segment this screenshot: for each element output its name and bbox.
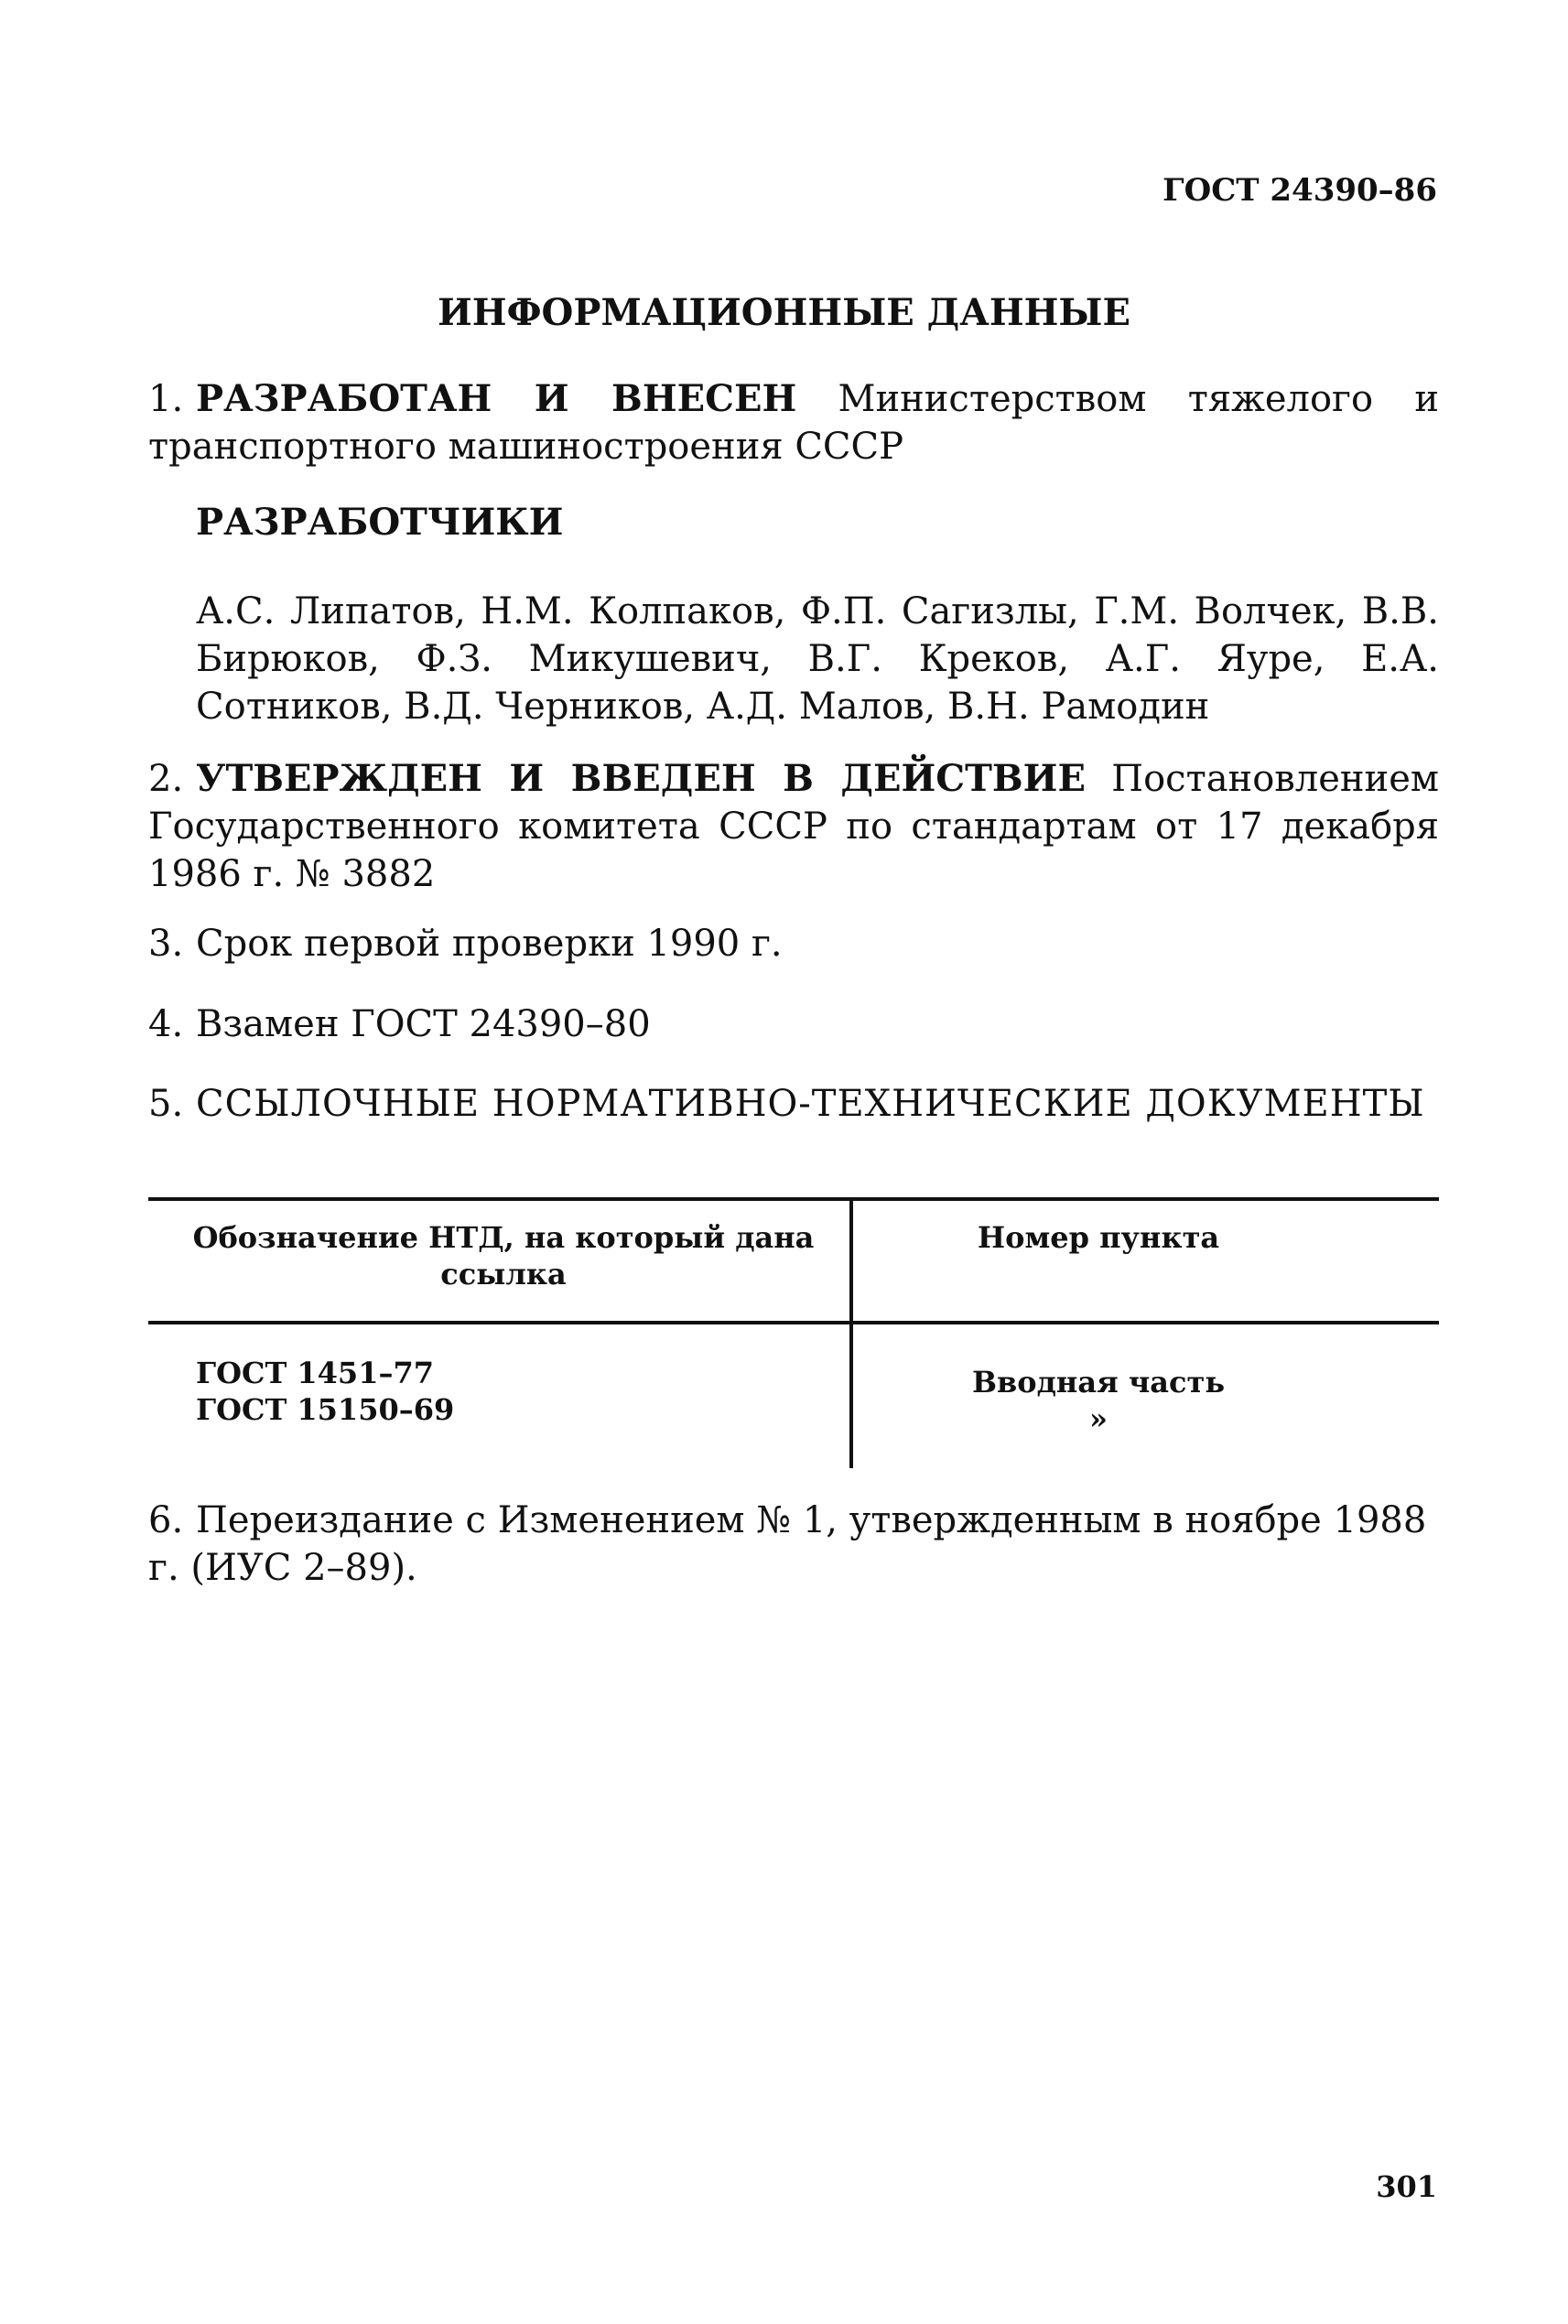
item-text: Срок первой проверки 1990 г. [196, 923, 783, 965]
item-text: ССЫЛОЧНЫЕ НОРМАТИВНО-ТЕХНИЧЕСКИЕ ДОКУМЕНТЫ [196, 1083, 1425, 1125]
info-item-1 [148, 375, 1439, 470]
item-caps-text: РАЗРАБОТАН И ВНЕСЕН [196, 377, 797, 420]
document-code: ГОСТ 24390–86 [1162, 172, 1437, 209]
item-number: 4. [148, 1003, 184, 1045]
table-header-clause: Номер пункта [977, 1220, 1220, 1255]
info-item-4 [148, 1000, 1439, 1048]
table-cell-clause: » [1089, 1401, 1108, 1436]
item-text: Министерством тяжелого и транспортного машиностроения СССР [148, 378, 1439, 468]
table-row [196, 1355, 454, 1428]
item-text: Переиздание с Изменением № 1, утвержденным в ноябре 1988 г. (ИУС 2–89). [148, 1499, 1427, 1589]
item-text: Постановлением Государственного комитета СССР по стандартам от 17 декабря 1986 г. № 3882 [148, 758, 1439, 895]
table-top-rule [148, 1197, 1439, 1201]
table-header-doc: Обозначение НТД, на который дана ссылка [192, 1220, 815, 1292]
item-number: 6. [148, 1499, 184, 1541]
item-number: 3. [148, 923, 184, 965]
page-title: ИНФОРМАЦИОННЫЕ ДАННЫЕ [438, 291, 1130, 334]
info-item-3 [148, 920, 1439, 967]
table-header-rule [148, 1321, 1439, 1324]
info-item-2 [148, 755, 1439, 898]
item-number: 2. [148, 758, 184, 800]
item-caps-text: УТВЕРЖДЕН И ВВЕДЕН В ДЕЙСТВИЕ [196, 757, 1086, 800]
developers-heading: РАЗРАБОТЧИКИ [196, 501, 564, 544]
item-text: Взамен ГОСТ 24390–80 [196, 1003, 651, 1045]
table-row [879, 1364, 1318, 1437]
page-number: 301 [1376, 2169, 1437, 2204]
info-item-6 [148, 1497, 1439, 1592]
table-cell-clause: Вводная часть [971, 1365, 1226, 1400]
info-item-5 [148, 1080, 1439, 1128]
item-number: 5. [148, 1083, 184, 1125]
item-number: 1. [148, 378, 184, 420]
table-cell-doc: ГОСТ 15150–69 [196, 1392, 455, 1427]
table-cell-doc: ГОСТ 1451–77 [196, 1356, 434, 1390]
developers-names: А.С. Липатов, Н.М. Колпаков, Ф.П. Сагизлы, Г.М. Волчек, В.В. Бирюков, Ф.З. Микушевич, В.Г. Креков, А.Г. Яуре, Е.А. Сотников, В.Д. Черников, А.Д. Малов, В.Н. Рамодин [196, 590, 1439, 728]
table-column-divider [849, 1199, 853, 1468]
